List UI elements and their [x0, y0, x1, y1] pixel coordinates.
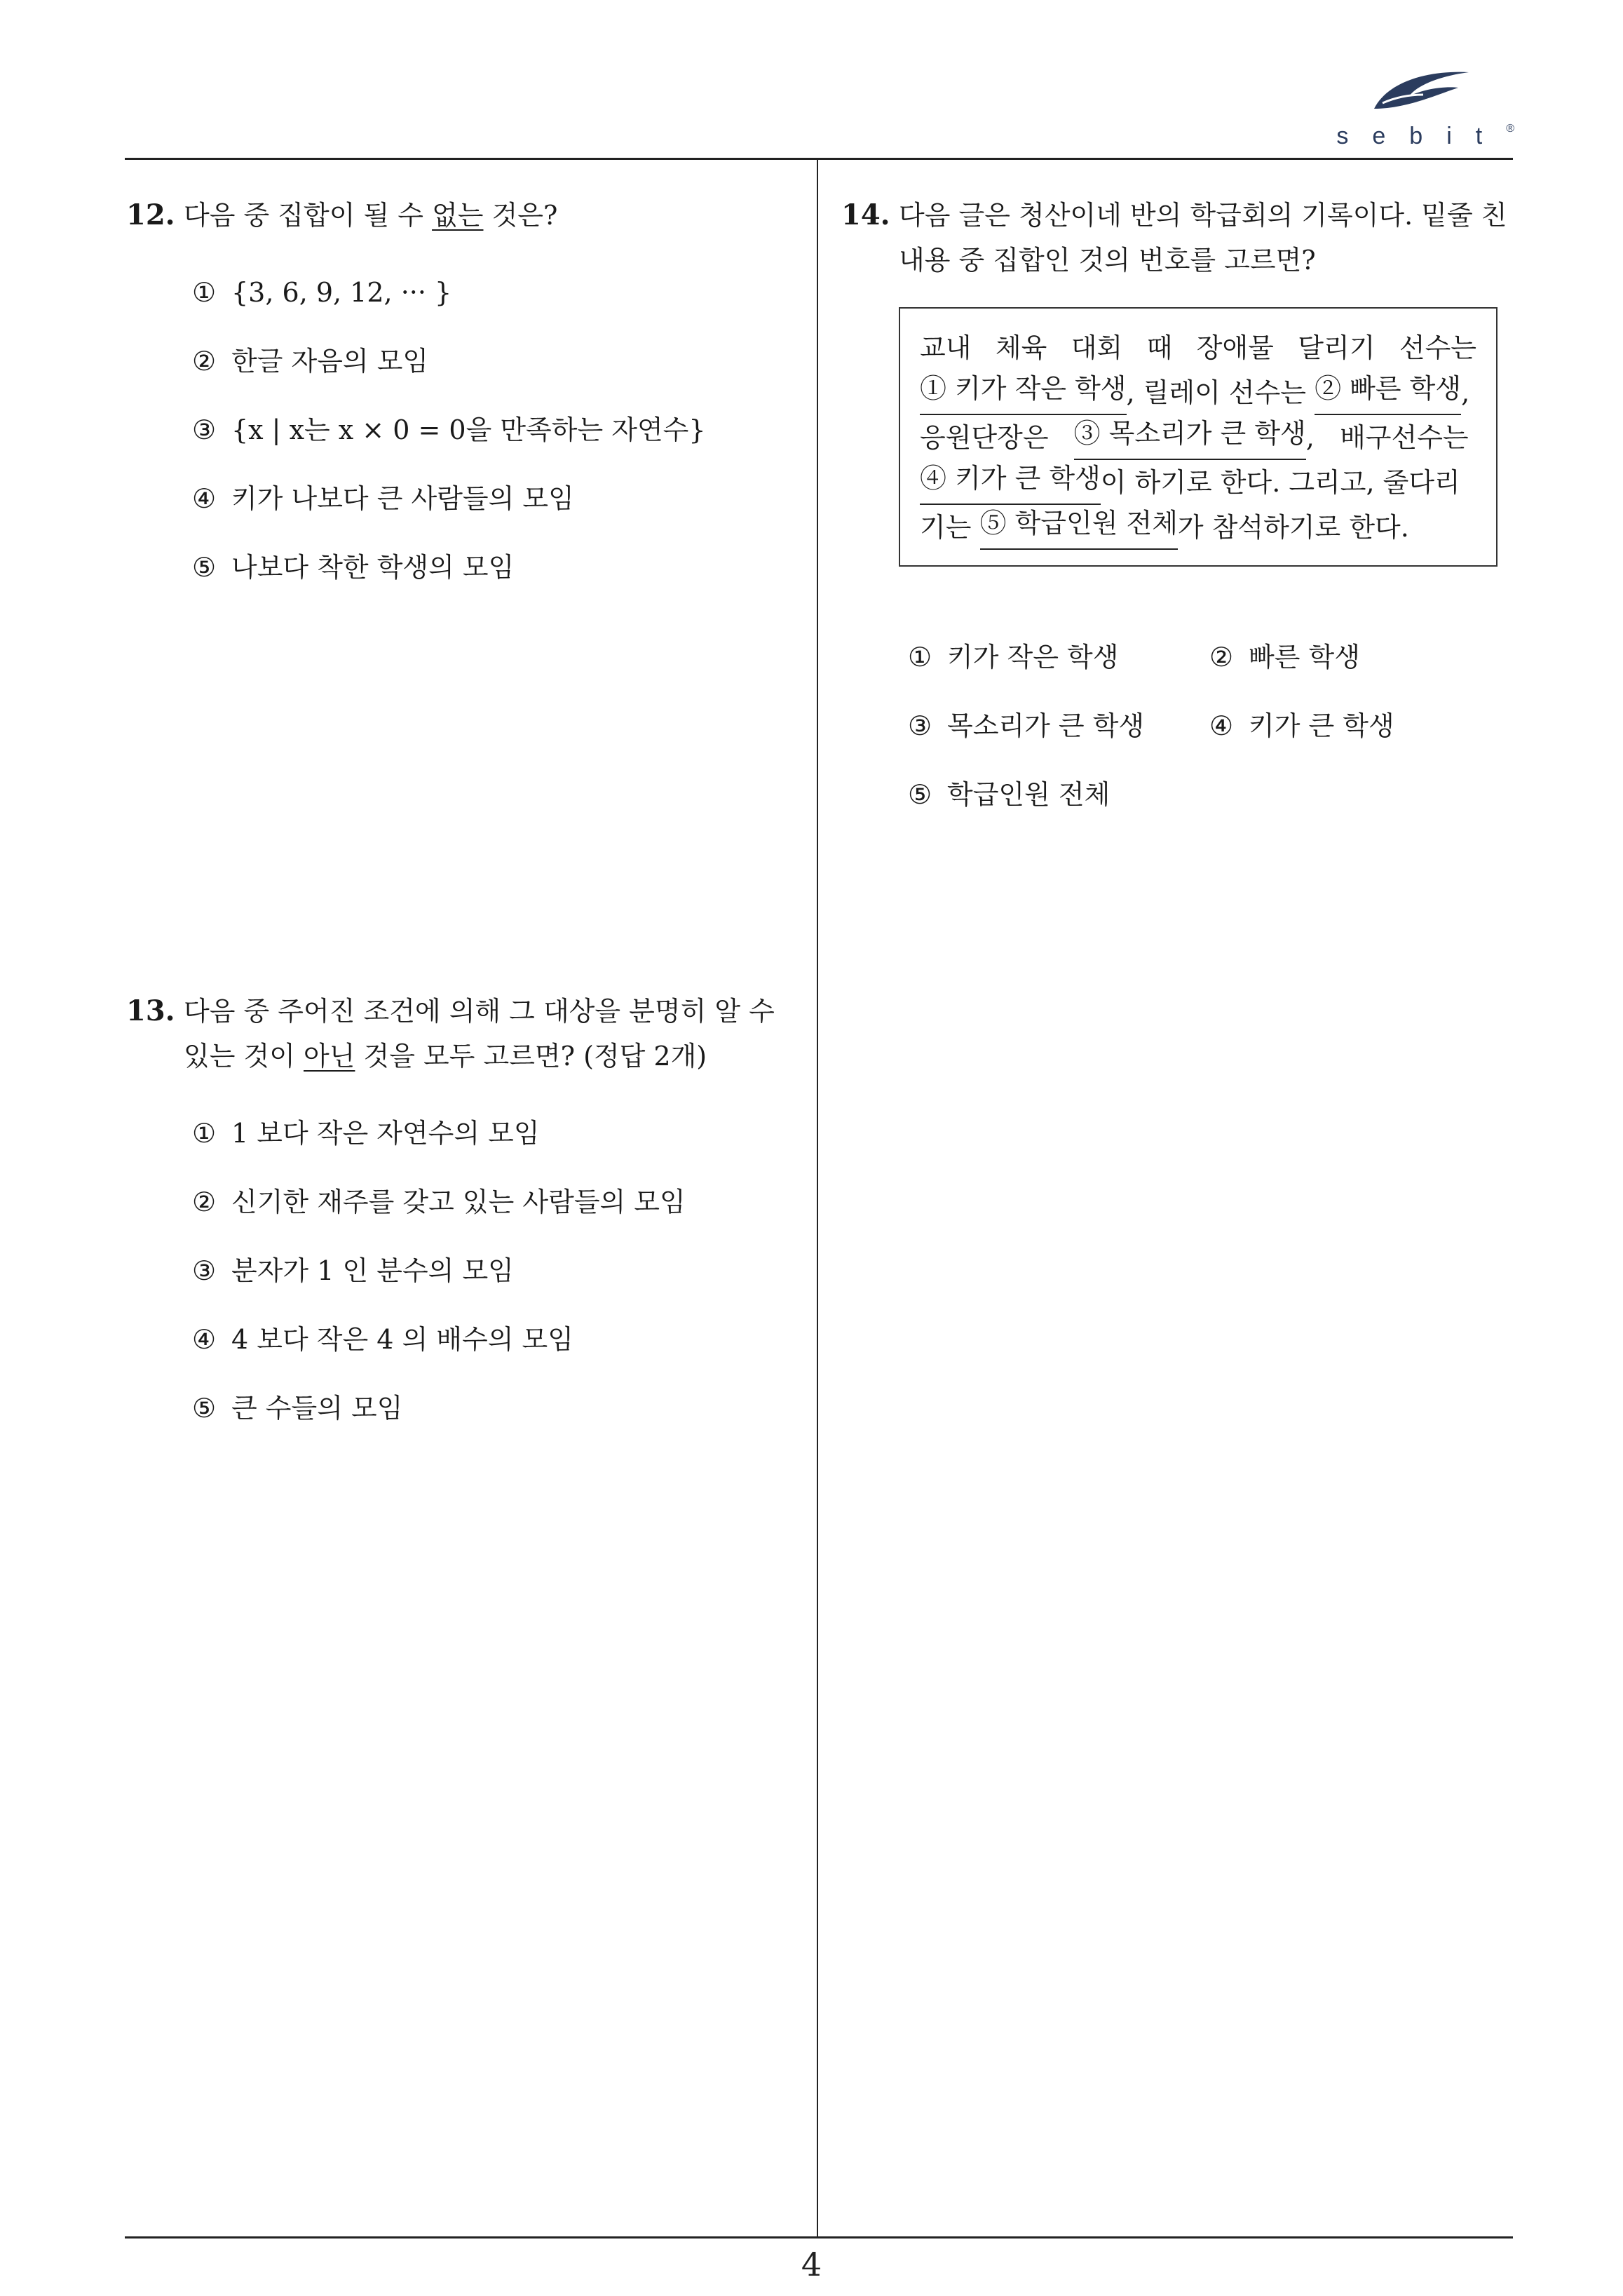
- question-text-line-2: 내용 중 집합인 것의 번호를 고르면?: [899, 245, 1316, 276]
- option-2[interactable]: ② 신기한 재주를 갖고 있는 사람들의 모임: [192, 1187, 686, 1217]
- underlined-word: 아닌: [304, 1041, 355, 1072]
- record-line-3: 응원단장은 ③ 목소리가 큰 학생 , 배구선수는: [920, 415, 1476, 460]
- question-text-line-1: 다음 중 주어진 조건에 의해 그 대상을 분명히 알 수: [184, 996, 775, 1027]
- option-5[interactable]: ⑤ 나보다 착한 학생의 모임: [192, 552, 515, 583]
- page-number: 4: [801, 2246, 822, 2283]
- question-13: [126, 989, 799, 1454]
- sebit-swoosh-icon: [1367, 67, 1472, 117]
- question-12-stem: [126, 193, 799, 238]
- sebit-wordmark: sebit®: [1336, 123, 1514, 149]
- question-number: 13.: [126, 994, 175, 1027]
- record-line-4: ④ 키가 큰 학생 이 하기로 한다. 그리고, 줄다리: [920, 460, 1476, 505]
- option-3[interactable]: ③ {x | x는 x × 0 = 0을 만족하는 자연수}: [192, 414, 706, 445]
- option-4[interactable]: ④ 4 보다 작은 4 의 배수의 모임: [192, 1324, 573, 1355]
- footer-rule: [125, 2236, 1513, 2238]
- option-2[interactable]: ② 빠른 학생: [1209, 642, 1360, 673]
- underlined-phrase-1: ① 키가 작은 학생: [920, 370, 1127, 415]
- sebit-logo: [1325, 67, 1514, 158]
- option-1[interactable]: ① {3, 6, 9, 12, ··· }: [192, 277, 452, 308]
- option-2[interactable]: ② 한글 자음의 모임: [192, 346, 429, 377]
- option-5[interactable]: ⑤ 학급인원 전체: [908, 779, 1111, 810]
- underlined-phrase-3: ③ 목소리가 큰 학생: [1074, 415, 1306, 460]
- question-text: 다음 중 집합이 될 수 없는 것은?: [184, 200, 558, 231]
- option-4[interactable]: ④ 키가 나보다 큰 사람들의 모임: [192, 483, 574, 514]
- underlined-phrase-5: ⑤ 학급인원 전체: [980, 505, 1178, 550]
- question-text-line-2: 있는 것이 아닌 것을 모두 고르면? (정답 2개): [184, 1041, 707, 1072]
- options-list: [126, 1111, 799, 1431]
- option-4[interactable]: ④ 키가 큰 학생: [1209, 710, 1394, 741]
- question-14-options: [908, 635, 1511, 841]
- question-number: 12.: [126, 198, 175, 231]
- option-1[interactable]: ① 1 보다 작은 자연수의 모임: [192, 1118, 540, 1149]
- underlined-phrase-4: ④ 키가 큰 학생: [920, 460, 1101, 505]
- underlined-word: 없는: [432, 200, 484, 231]
- column-divider: [817, 160, 818, 2236]
- options-list: [126, 270, 799, 590]
- question-14: [841, 193, 1514, 283]
- record-line-2: ① 키가 작은 학생 , 릴레이 선수는 ② 빠른 학생 ,: [920, 370, 1476, 415]
- underlined-phrase-2: ② 빠른 학생: [1315, 370, 1461, 415]
- option-3[interactable]: ③ 분자가 1 인 분수의 모임: [192, 1255, 514, 1286]
- question-12: [126, 193, 799, 614]
- option-1[interactable]: ① 키가 작은 학생: [908, 642, 1119, 673]
- option-3[interactable]: ③ 목소리가 큰 학생: [908, 710, 1145, 741]
- header-rule: [125, 158, 1513, 160]
- record-line-1: 교내 체육 대회 때 장애물 달리기 선수는: [920, 332, 1476, 363]
- option-5[interactable]: ⑤ 큰 수들의 모임: [192, 1393, 403, 1424]
- question-number: 14.: [841, 198, 890, 231]
- meeting-record-box: [899, 307, 1498, 567]
- record-line-5: 기는 ⑤ 학급인원 전체 가 참석하기로 한다.: [920, 505, 1476, 550]
- question-14-stem: [841, 193, 1514, 283]
- question-13-stem: [126, 989, 799, 1079]
- question-text-line-1: 다음 글은 청산이네 반의 학급회의 기록이다. 밑줄 친: [899, 200, 1507, 231]
